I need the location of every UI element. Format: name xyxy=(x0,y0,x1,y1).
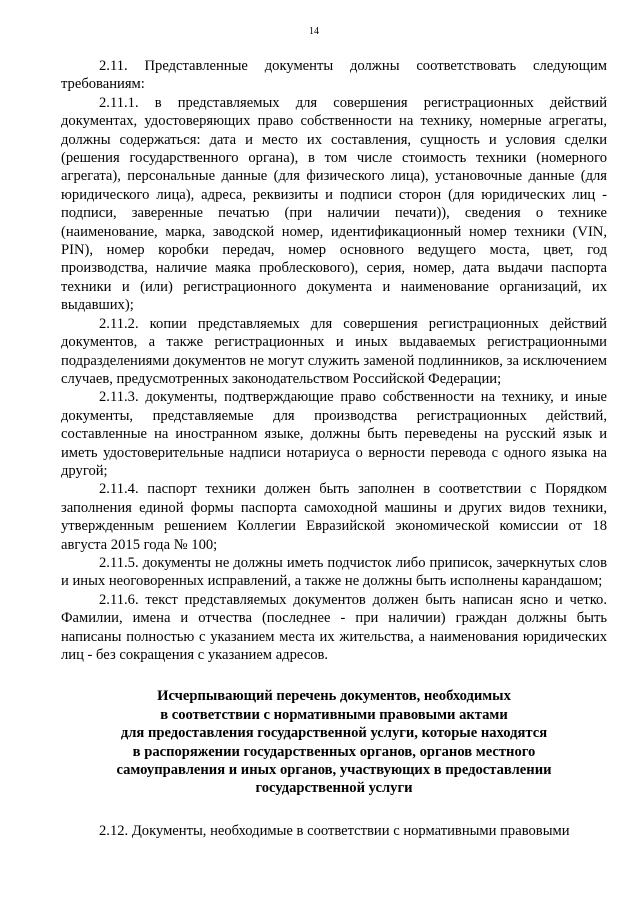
paragraph-2-11-4: 2.11.4. паспорт техники должен быть заполнен в соответствии с Порядком заполнения единой формы паспорта самоходной машины и других видов техники, утвержденным решением Коллегии Евразийской экономической комиссии от 18 августа 2015 года № 100; xyxy=(61,481,607,553)
paragraph-2-11-2: 2.11.2. копии представляемых для совершения регистрационных действий документов, а также регистрационных и иных выдаваемых регистрационными подразделениями документов не могут служить заменой подлинников, за исключением случаев, предусмотренных законодательством Российской Федерации; xyxy=(61,315,607,387)
paragraph-2-11-5: 2.11.5. документы не должны иметь подчисток либо приписок, зачеркнутых слов и иных неоговоренных исправлений, а также не должны быть исполнены карандашом; xyxy=(61,554,607,590)
heading-line: в распоряжении государственных органов, органов местного xyxy=(132,743,536,760)
paragraph-2-12: 2.12. Документы, необходимые в соответствии с нормативными правовыми xyxy=(99,822,570,839)
heading-line: государственной услуги xyxy=(255,780,413,797)
paragraph-2-11-1: 2.11.1. в представляемых для совершения регистрационных действий документах, удостоверяющих право собственности на технику, номерные агрегаты, должны содержаться: дата и место их составления, сущность и условия сделки (решения государственного органа), в том числе стоимость техники (номерного агрегата), персональные данные (для физического лица), установочные данные (для юридического лица), адреса, реквизиты и подписи сторон (для юридических лиц - подписи, заверенные печатью (при наличии печати)), сведения о технике (наименование, марка, заводской номер, идентификационный номер техники (VIN, PIN), номер коробки передач, номер основного ведущего моста, цвет, год производства, наличие маяка проблескового), серия, номер, дата выдачи паспорта техники и (или) регистрационного документа и наименование организаций, их выдавших); xyxy=(61,94,607,314)
paragraph-2-11-3: 2.11.3. документы, подтверждающие право собственности на технику, и иные документы, представляемые для производства регистрационных действий, составленные на иностранном языке, должны быть переведены на русский язык и иметь удостоверительные надписи нотариуса о верности перевода с одного языка на другой; xyxy=(61,389,607,479)
heading-line: для предоставления государственной услуги, которые находятся xyxy=(120,725,548,742)
document-body xyxy=(61,57,607,840)
heading-line: Исчерпывающий перечень документов, необходимых xyxy=(157,688,511,705)
heading-line: самоуправления и иных органов, участвующих в предоставлении xyxy=(116,762,552,779)
section-heading xyxy=(61,687,607,797)
paragraph-2-11-6: 2.11.6. текст представляемых документов должен быть написан ясно и четко. Фамилии, имена и отчества (последнее - при наличии) граждан должны быть написаны полностью с указанием места их жительства, а наименования юридических лиц - без сокращения с указанием адресов. xyxy=(61,591,607,663)
heading-line: в соответствии с нормативными правовыми актами xyxy=(160,706,508,723)
paragraph-2-11: 2.11. Представленные документы должны соответствовать следующим требованиям: xyxy=(61,58,607,93)
page-number: 14 xyxy=(309,26,319,37)
